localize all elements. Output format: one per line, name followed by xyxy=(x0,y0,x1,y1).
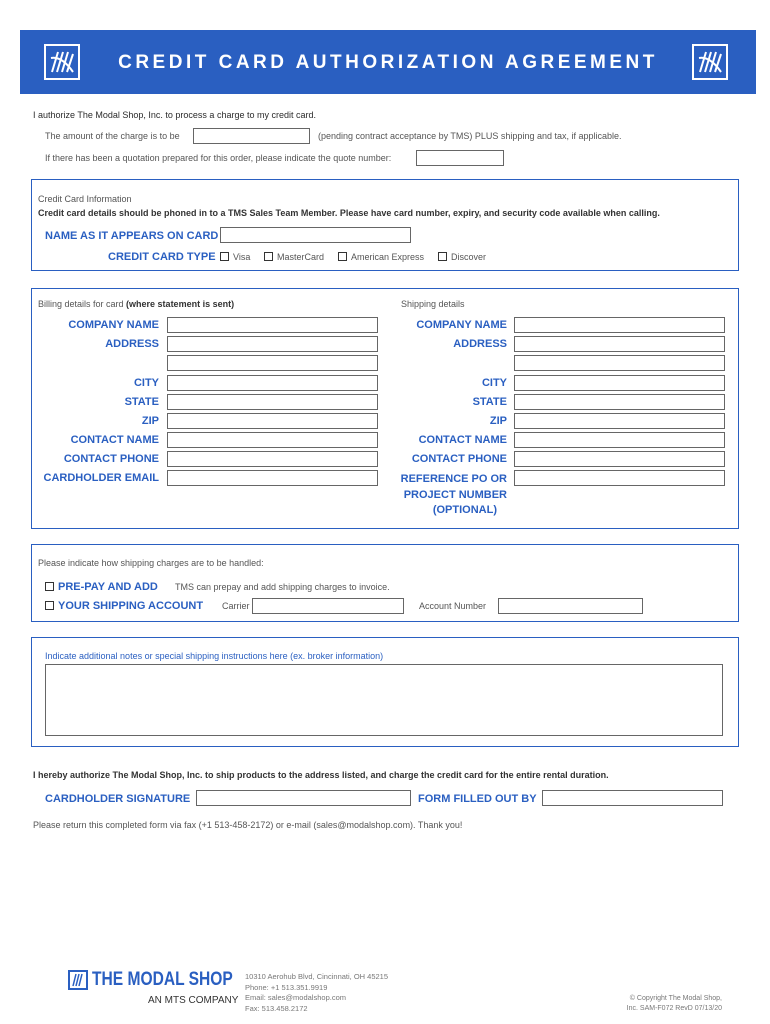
shipping-contact-phone-field[interactable] xyxy=(514,451,725,467)
footer-logo-icon xyxy=(68,970,88,990)
footer-email: Email: sales@modalshop.com xyxy=(245,993,346,1002)
name-on-card-field[interactable] xyxy=(220,227,411,243)
return-note: Please return this completed form via fax (+1 513-458-2172) or e-mail (sales@modalshop.com). Thank you! xyxy=(33,820,463,830)
billing-zip-label: ZIP xyxy=(141,415,159,427)
card-type-mastercard[interactable]: MasterCard xyxy=(264,252,324,262)
billing-zip-field[interactable] xyxy=(167,413,378,429)
billing-address-label: ADDRESS xyxy=(105,338,159,350)
quote-number-field[interactable] xyxy=(416,150,504,166)
footer-brand: THE MODAL SHOP xyxy=(92,969,233,990)
shipping-state-label: STATE xyxy=(472,396,507,408)
shipping-zip-label: ZIP xyxy=(489,415,507,427)
billing-contact-phone-label: CONTACT PHONE xyxy=(63,453,159,465)
amount-label: The amount of the charge is to be xyxy=(45,131,180,141)
header-banner xyxy=(20,30,756,94)
signature-label: CARDHOLDER SIGNATURE xyxy=(45,793,191,805)
carrier-field[interactable] xyxy=(252,598,404,614)
billing-contact-name-field[interactable] xyxy=(167,432,378,448)
footer-tagline: AN MTS COMPANY xyxy=(148,995,239,1006)
billing-address-field-2[interactable] xyxy=(167,355,378,371)
footer-doc-id: Inc. SAM-F072 RevD 07/13/20 xyxy=(626,1004,722,1012)
footer-phone: Phone: +1 513.351.9919 xyxy=(245,982,328,992)
shipping-company-label: COMPANY NAME xyxy=(416,319,507,331)
shipping-company-field[interactable] xyxy=(514,317,725,333)
billing-city-field[interactable] xyxy=(167,375,378,391)
discover-checkbox[interactable] xyxy=(438,252,447,261)
account-number-label: Account Number xyxy=(419,601,487,611)
prepay-option[interactable]: PRE-PAY AND ADD xyxy=(45,581,158,593)
authorization-statement: I hereby authorize The Modal Shop, Inc. to ship products to the address listed, and charge the credit card for the entire rental duration. xyxy=(33,770,609,780)
card-section-title: Credit Card Information xyxy=(38,194,132,204)
billing-city-label: CITY xyxy=(133,377,159,389)
billing-contact-name-label: CONTACT NAME xyxy=(70,434,159,446)
shipping-contact-name-field[interactable] xyxy=(514,432,725,448)
shipping-state-field[interactable] xyxy=(514,394,725,410)
cardholder-email-label: CARDHOLDER EMAIL xyxy=(43,472,159,484)
mastercard-checkbox[interactable] xyxy=(264,252,273,261)
footer-address: 10310 Aerohub Blvd, Cincinnati, OH 45215 xyxy=(245,972,389,981)
account-number-field[interactable] xyxy=(498,598,643,614)
charges-title: Please indicate how shipping charges are to be handled: xyxy=(38,558,264,568)
footer-fax: Fax: 513.458.2172 xyxy=(245,1003,308,1013)
billing-company-field[interactable] xyxy=(167,317,378,333)
reference-po-field[interactable] xyxy=(514,470,725,486)
page-title: CREDIT CARD AUTHORIZATION AGREEMENT xyxy=(118,52,658,73)
quote-label: If there has been a quotation prepared for this order, please indicate the quote number: xyxy=(45,153,392,163)
prepay-checkbox[interactable] xyxy=(45,582,54,591)
billing-address-field-1[interactable] xyxy=(167,336,378,352)
cardholder-email-field[interactable] xyxy=(167,470,378,486)
footer-contact xyxy=(245,972,388,1014)
billing-state-field[interactable] xyxy=(167,394,378,410)
filled-by-label: FORM FILLED OUT BY xyxy=(418,793,537,805)
shipping-address-field-1[interactable] xyxy=(514,336,725,352)
shipping-title: Shipping details xyxy=(401,299,465,309)
notes-title: Indicate additional notes or special shipping instructions here (ex. broker information) xyxy=(45,651,384,661)
amount-field[interactable] xyxy=(193,128,310,144)
visa-checkbox[interactable] xyxy=(220,252,229,261)
amex-checkbox[interactable] xyxy=(338,252,347,261)
card-type-amex[interactable]: American Express xyxy=(338,252,424,262)
shipping-account-option[interactable]: YOUR SHIPPING ACCOUNT xyxy=(45,600,203,612)
shipping-address-label: ADDRESS xyxy=(453,338,507,350)
shipping-account-checkbox[interactable] xyxy=(45,601,54,610)
signature-field[interactable] xyxy=(196,790,411,806)
billing-title: Billing details for card (where statement is sent) xyxy=(38,299,235,309)
shipping-address-field-2[interactable] xyxy=(514,355,725,371)
shipping-city-label: CITY xyxy=(481,377,507,389)
billing-contact-phone-field[interactable] xyxy=(167,451,378,467)
footer-copyright: © Copyright The Modal Shop, Inc. SAM-F072 RevD 07/13/20 xyxy=(600,994,722,1013)
carrier-label: Carrier xyxy=(222,601,250,611)
card-notice: Credit card details should be phoned in to a TMS Sales Team Member. Please have card number, expiry, and security code available when calling. xyxy=(38,208,660,218)
modal-shop-logo-icon-right xyxy=(692,44,728,80)
amount-suffix: (pending contract acceptance by TMS) PLUS shipping and tax, if applicable. xyxy=(318,131,622,141)
card-type-discover[interactable]: Discover xyxy=(438,252,486,262)
name-on-card-label: NAME AS IT APPEARS ON CARD xyxy=(45,230,219,242)
authorize-statement: I authorize The Modal Shop, Inc. to process a charge to my credit card. xyxy=(33,110,316,120)
shipping-city-field[interactable] xyxy=(514,375,725,391)
card-type-label: CREDIT CARD TYPE xyxy=(108,251,216,263)
shipping-zip-field[interactable] xyxy=(514,413,725,429)
billing-company-label: COMPANY NAME xyxy=(68,319,159,331)
notes-textarea[interactable] xyxy=(45,664,723,736)
prepay-note: TMS can prepay and add shipping charges to invoice. xyxy=(175,582,390,592)
shipping-contact-name-label: CONTACT NAME xyxy=(418,434,507,446)
reference-po-label: REFERENCE PO OR PROJECT NUMBER (OPTIONAL) xyxy=(400,473,507,516)
billing-state-label: STATE xyxy=(124,396,159,408)
shipping-contact-phone-label: CONTACT PHONE xyxy=(411,453,507,465)
card-type-visa[interactable]: Visa xyxy=(220,252,250,262)
filled-by-field[interactable] xyxy=(542,790,723,806)
